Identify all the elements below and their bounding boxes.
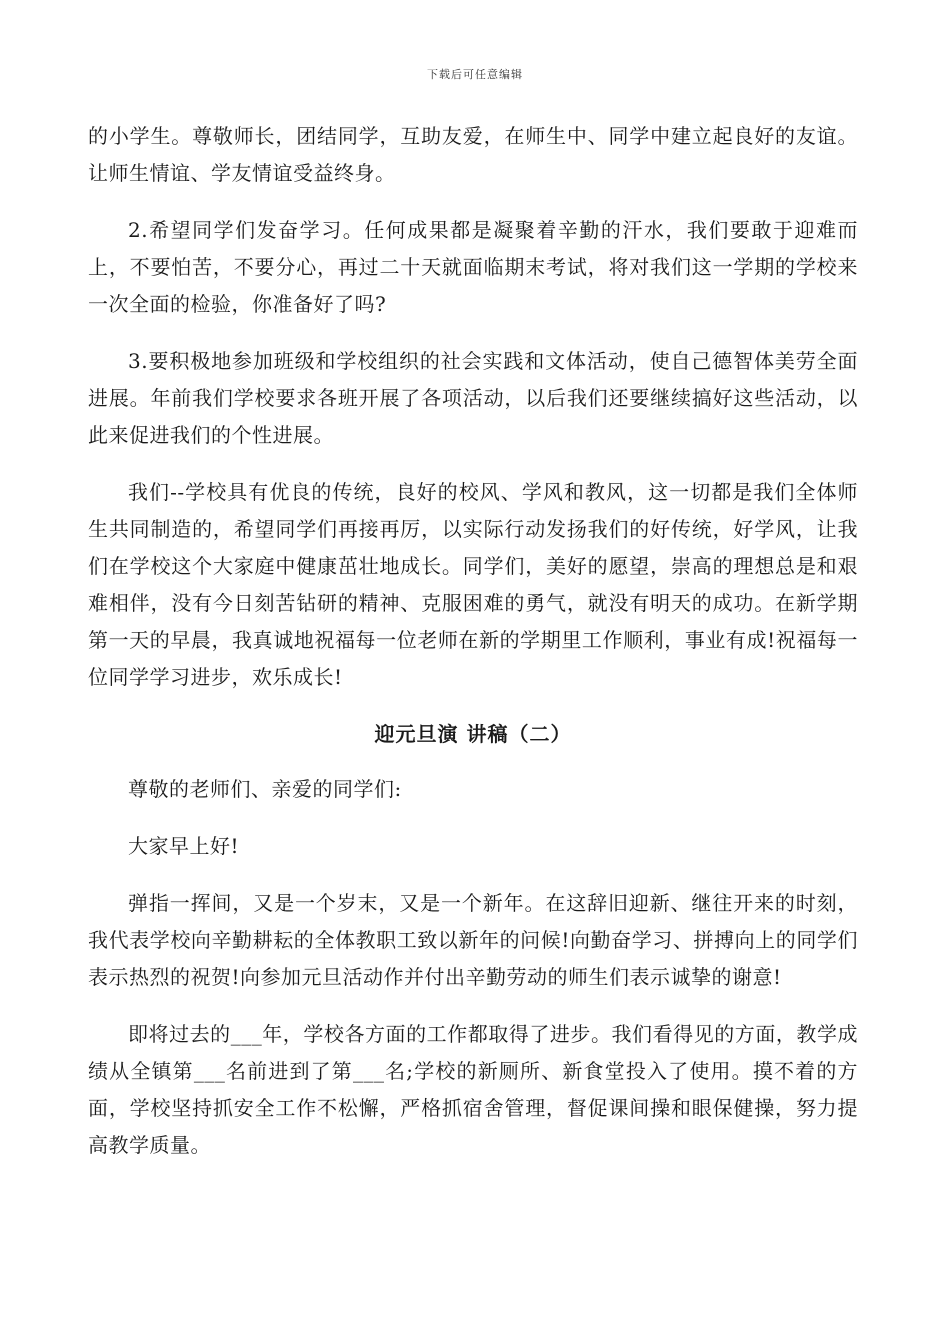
section-title: 迎元旦演 讲稿（二）: [374, 722, 572, 746]
paragraph-salutation: 尊敬的老师们、亲爱的同学们:: [128, 777, 402, 801]
paragraph-point-2: 2.希望同学们发奋学习。任何成果都是凝聚着辛勤的汗水，我们要敢于迎难而上，不要怕苦，不要分心，再过二十天就面临期末考试，将对我们这一学期的学校来一次全面的检验，你准备好了吗?: [88, 218, 858, 316]
paragraph-new-year: 弹指一挥间，又是一个岁末，又是一个新年。在这辞旧迎新、继往开来的时刻，我代表学校向辛勤耕耘的全体教职工致以新年的问候!向勤奋学习、拼搏向上的同学们表示热烈的祝贺!向参加元旦活动作并付出辛勤劳动的师生们表示诚挚的谢意!: [88, 891, 858, 989]
document-body: [88, 118, 858, 1184]
paragraph-review: 即将过去的___年，学校各方面的工作都取得了进步。我们看得见的方面，教学成绩从全镇第___名前进到了第___名;学校的新厕所、新食堂投入了使用。摸不着的方面，学校坚持抓安全工作不松懈，严格抓宿舍管理，督促课间操和眼保健操，努力提高教学质量。: [88, 1022, 858, 1157]
paragraph-point-3: 3.要积极地参加班级和学校组织的社会实践和文体活动，使自己德智体美劳全面进展。年前我们学校要求各班开展了各项活动，以后我们还要继续搞好这些活动，以此来促进我们的个性进展。: [88, 349, 858, 447]
paragraph-closing: 我们--学校具有优良的传统，良好的校风、学风和教风，这一切都是我们全体师生共同制造的，希望同学们再接再厉，以实际行动发扬我们的好传统，好学风，让我们在学校这个大家庭中健康茁壮地成长。同学们，美好的愿望，崇高的理想总是和艰难相伴，没有今日刻苦钻研的精神、克服困难的勇气，就没有明天的成功。在新学期第一天的早晨，我真诚地祝福每一位老师在新的学期里工作顺利，事业有成!祝福每一位同学学习进步，欢乐成长!: [88, 480, 858, 689]
paragraph-continuation: 的小学生。尊敬师长，团结同学，互助友爱，在师生中、同学中建立起良好的友谊。让师生情谊、学友情谊受益终身。: [88, 124, 858, 185]
paragraph-greeting: 大家早上好!: [128, 834, 240, 858]
header-note: 下载后可任意编辑: [427, 68, 523, 81]
